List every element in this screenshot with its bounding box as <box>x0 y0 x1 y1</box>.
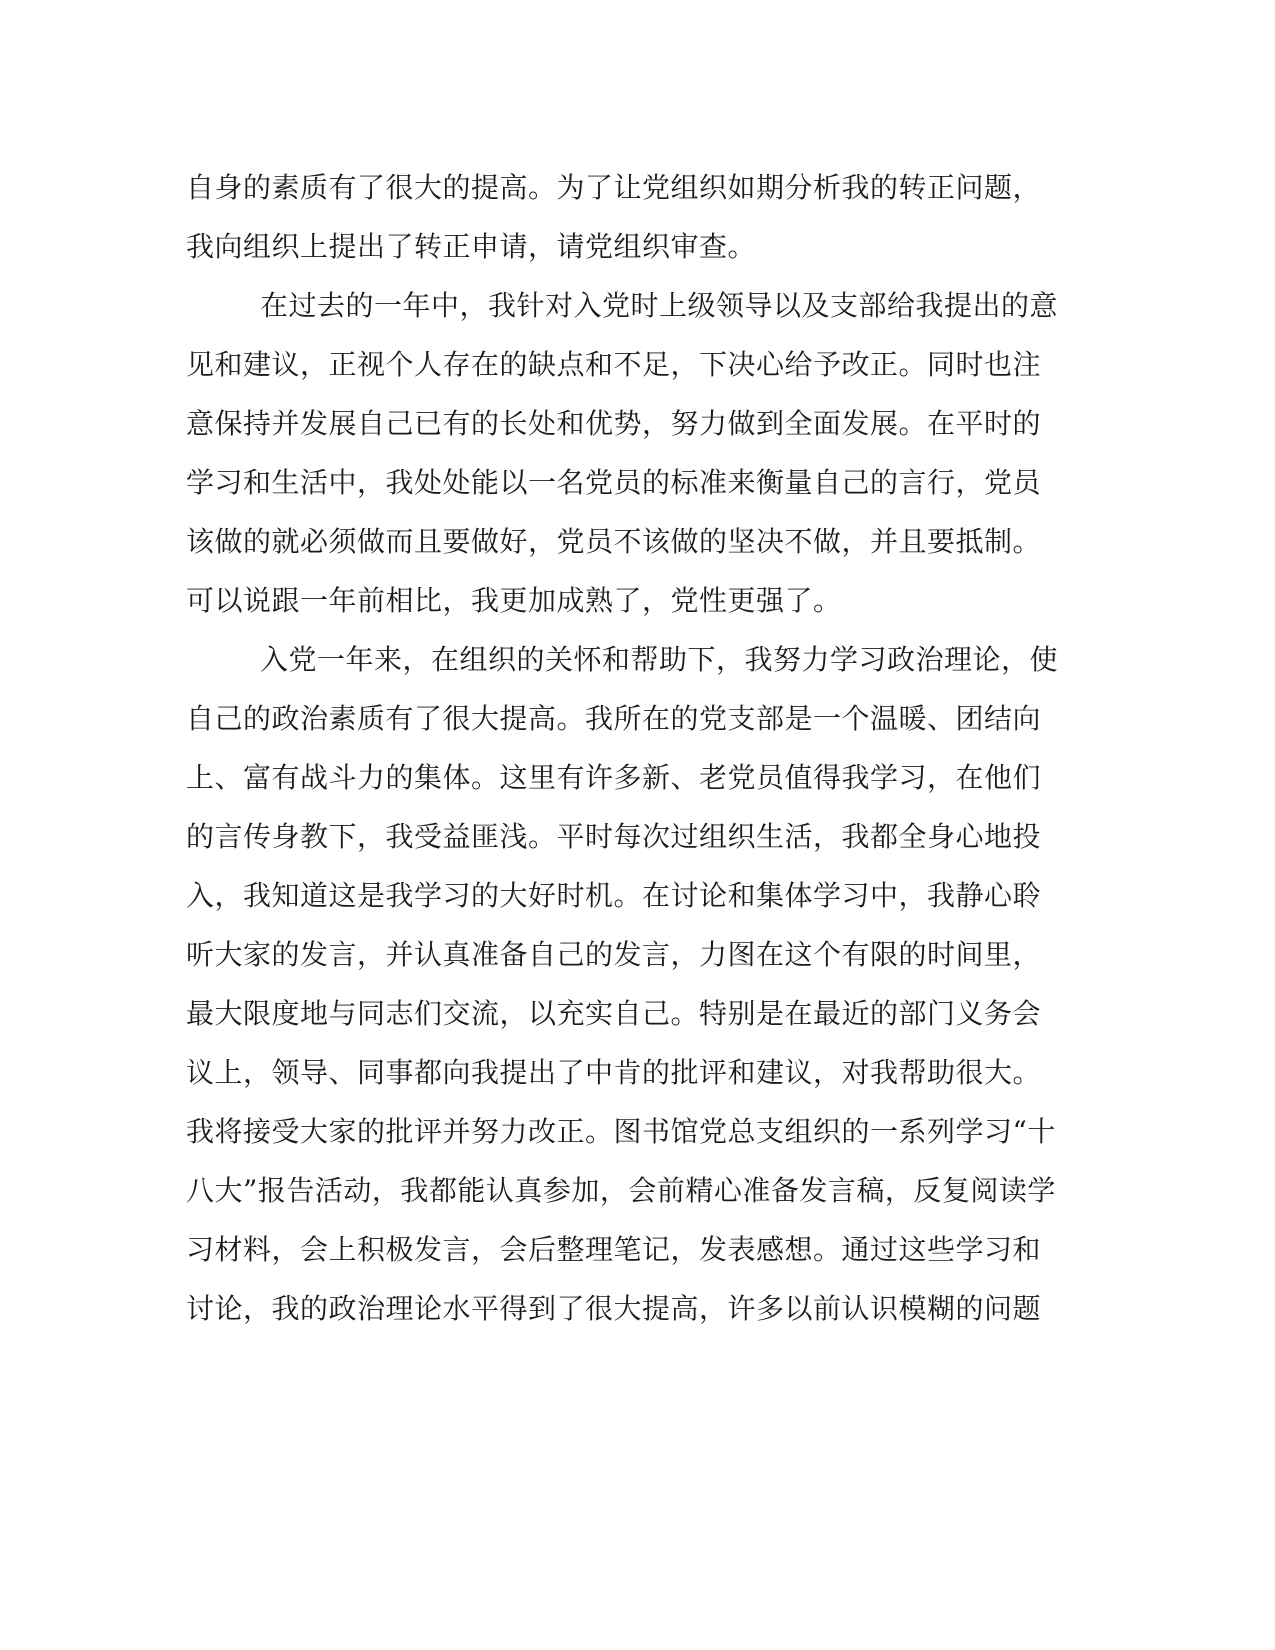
text-line: 在过去的一年中，我针对入党时上级领导以及支部给我提出的意 <box>260 289 1059 322</box>
text-line: 自己的政治素质有了很大提高。我所在的党支部是一个温暖、团结向 <box>186 702 1042 735</box>
paragraph-1 <box>186 158 1076 276</box>
text-line: 自身的素质有了很大的提高。为了让党组织如期分析我的转正问题， <box>186 171 1042 204</box>
text-line: 学习和生活中，我处处能以一名党员的标准来衡量自己的言行，党员 <box>186 466 1042 499</box>
text-line: 我将接受大家的批评并努力改正。图书馆党总支组织的一系列学习“十 <box>186 1115 1056 1148</box>
text-line: 讨论，我的政治理论水平得到了很大提高，许多以前认识模糊的问题 <box>186 1292 1042 1325</box>
text-line: 入，我知道这是我学习的大好时机。在讨论和集体学习中，我静心聆 <box>186 879 1042 912</box>
text-line: 入党一年来，在组织的关怀和帮助下，我努力学习政治理论，使 <box>260 643 1059 676</box>
text-line: 八大”报告活动，我都能认真参加，会前精心准备发言稿，反复阅读学 <box>186 1174 1056 1207</box>
text-line: 的言传身教下，我受益匪浅。平时每次过组织生活，我都全身心地投 <box>186 820 1042 853</box>
text-line: 见和建议，正视个人存在的缺点和不足，下决心给予改正。同时也注 <box>186 348 1042 381</box>
text-line: 可以说跟一年前相比，我更加成熟了，党性更强了。 <box>186 584 842 617</box>
document-body <box>186 158 1076 1338</box>
text-line: 议上，领导、同事都向我提出了中肯的批评和建议，对我帮助很大。 <box>186 1056 1042 1089</box>
text-line: 上、富有战斗力的集体。这里有许多新、老党员值得我学习，在他们 <box>186 761 1042 794</box>
text-line: 意保持并发展自己已有的长处和优势，努力做到全面发展。在平时的 <box>186 407 1042 440</box>
text-line: 该做的就必须做而且要做好，党员不该做的坚决不做，并且要抵制。 <box>186 525 1042 558</box>
text-line: 听大家的发言，并认真准备自己的发言，力图在这个有限的时间里， <box>186 938 1042 971</box>
paragraph-3 <box>186 630 1076 1338</box>
text-line: 习材料，会上积极发言，会后整理笔记，发表感想。通过这些学习和 <box>186 1233 1042 1266</box>
paragraph-2 <box>186 276 1076 630</box>
text-line: 我向组织上提出了转正申请，请党组织审查。 <box>186 230 757 263</box>
text-line: 最大限度地与同志们交流，以充实自己。特别是在最近的部门义务会 <box>186 997 1042 1030</box>
